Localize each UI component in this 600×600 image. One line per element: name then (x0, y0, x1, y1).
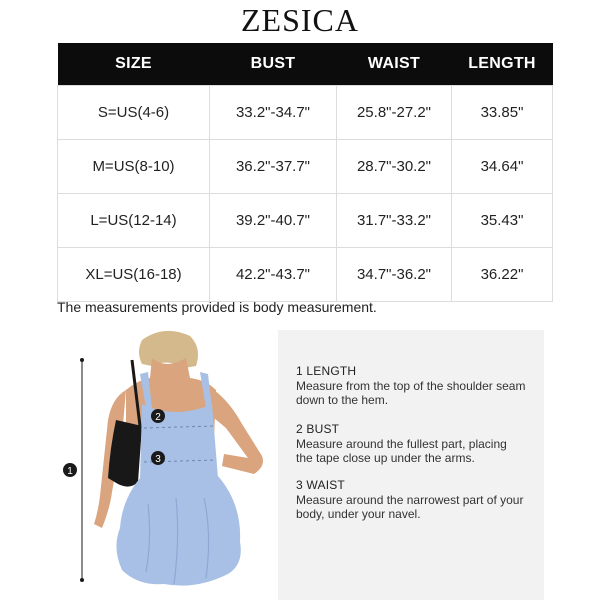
header-waist: WAIST (337, 43, 452, 86)
svg-text:3: 3 (155, 454, 161, 465)
cell-waist: 31.7"-33.2" (337, 194, 452, 248)
guide-desc: Measure from the top of the shoulder seam down to the hem. (296, 378, 526, 407)
table-row (58, 248, 553, 302)
measurement-guide-panel (278, 330, 544, 600)
length-top-dot (80, 358, 84, 362)
cell-waist: 28.7"-30.2" (337, 140, 452, 194)
measurement-note: The measurements provided is body measurement. (57, 299, 377, 315)
cell-length: 34.64" (452, 140, 553, 194)
model-figure-illustration (56, 328, 278, 600)
table-row (58, 194, 553, 248)
cell-size: M=US(8-10) (58, 140, 210, 194)
cell-size: S=US(4-6) (58, 86, 210, 140)
cell-size: XL=US(16-18) (58, 248, 210, 302)
marker-bust (151, 409, 165, 423)
cell-length: 35.43" (452, 194, 553, 248)
svg-text:2: 2 (155, 412, 161, 423)
guide-title: 1 LENGTH (296, 364, 357, 378)
cell-waist: 34.7"-36.2" (337, 248, 452, 302)
cell-length: 36.22" (452, 248, 553, 302)
guide-desc: Measure around the fullest part, placing the tape close up under the arms. (296, 436, 507, 465)
cell-bust: 42.2"-43.7" (210, 248, 337, 302)
guide-item-length (296, 364, 526, 408)
cell-bust: 33.2"-34.7" (210, 86, 337, 140)
hair-shape (139, 331, 198, 368)
header-bust: BUST (210, 43, 337, 86)
header-length: LENGTH (452, 43, 553, 86)
guide-desc: Measure around the narrowest part of your body, under your navel. (296, 492, 524, 521)
guide-item-waist (296, 478, 526, 522)
table-row (58, 86, 553, 140)
dress-skirt (116, 476, 240, 586)
length-bottom-dot (80, 578, 84, 582)
guide-title: 3 WAIST (296, 478, 345, 492)
guide-title: 2 BUST (296, 422, 340, 436)
table-row (58, 140, 553, 194)
cell-length: 33.85" (452, 86, 553, 140)
model-photo (56, 328, 278, 600)
brand-logo: ZESICA (241, 1, 359, 38)
cell-bust: 39.2"-40.7" (210, 194, 337, 248)
cell-waist: 25.8"-27.2" (337, 86, 452, 140)
table-header-row (58, 43, 553, 86)
guide-item-bust (296, 422, 526, 466)
header-size: SIZE (58, 43, 210, 86)
cell-size: L=US(12-14) (58, 194, 210, 248)
cell-bust: 36.2"-37.7" (210, 140, 337, 194)
marker-length (63, 463, 77, 477)
marker-waist (151, 451, 165, 465)
size-chart-table (57, 43, 553, 302)
arm-right (214, 390, 263, 474)
svg-text:1: 1 (67, 466, 73, 477)
